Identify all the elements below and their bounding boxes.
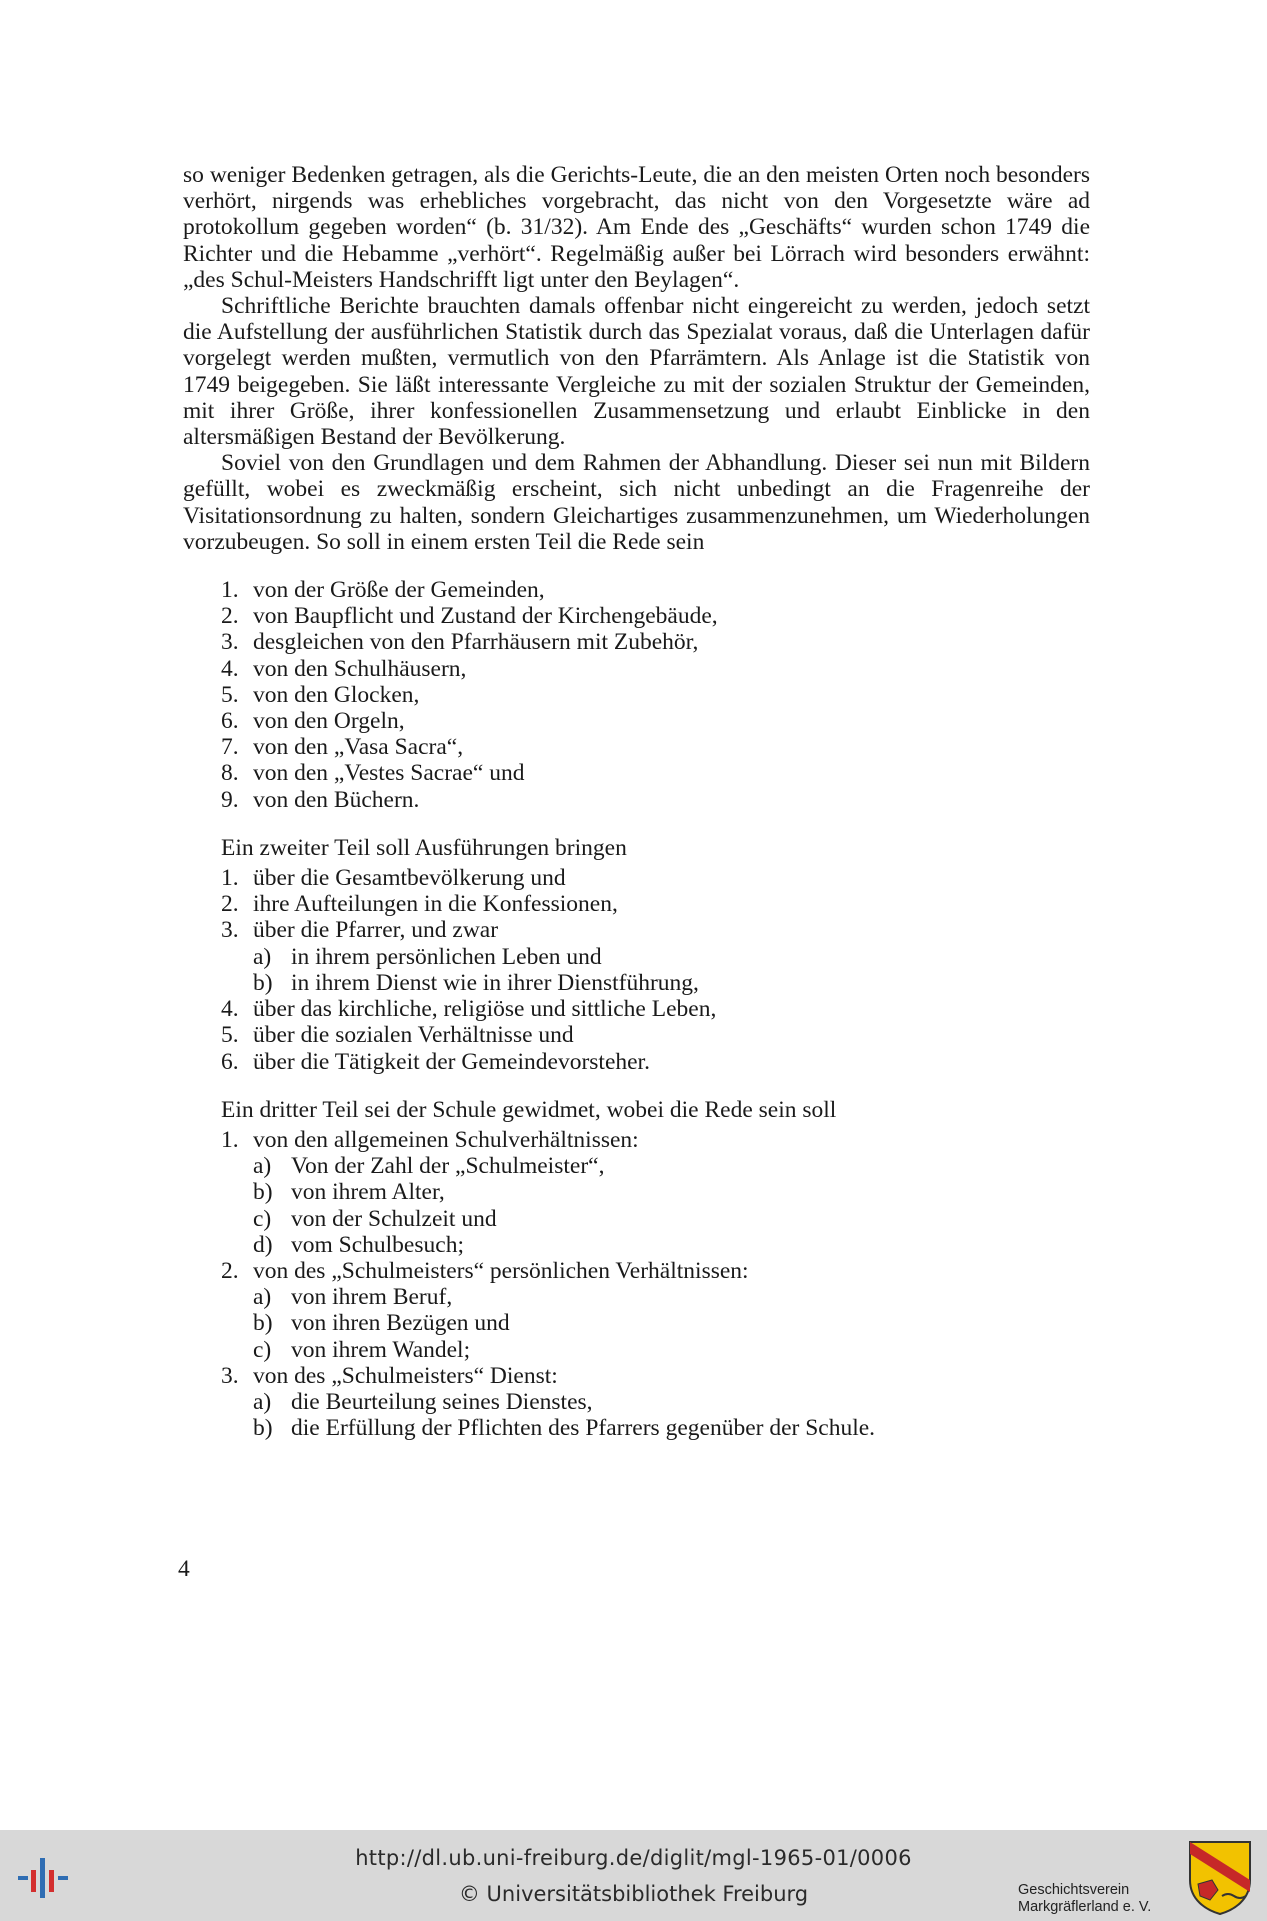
list-item-text: über die Pfarrer, und zwar (253, 917, 499, 944)
list-item-number: a) (253, 1388, 272, 1415)
paragraph-3: Soviel von den Grundlagen und dem Rahmen der Abhandlung. Dieser sei nun mit Bildern gefüllt, wobei es zweckmäßig erscheint, sich nicht unbedingt an die Fragenreihe der Visitationsordnung zu halten, sondern Gleichartiges zusammenzunehmen, um Wiederholungen vorzubeugen. So soll in einem ersten Teil die Rede sein (183, 450, 1090, 555)
list-item-number: 1. (221, 865, 239, 892)
list-part3-item (183, 1415, 1090, 1441)
list-item-number: 2. (221, 1257, 239, 1284)
body-text (183, 162, 1090, 1441)
list-part3-item (183, 1258, 1090, 1284)
list-part2-item (183, 865, 1090, 891)
list-item-text: von den „Vestes Sacrae“ und (253, 760, 525, 787)
list-item-text: über die sozialen Verhältnisse und (253, 1022, 574, 1049)
coat-of-arms-icon (1188, 1840, 1252, 1916)
list-item-number: 5. (221, 681, 239, 708)
page-number: 4 (178, 1556, 190, 1582)
list-item-number: 6. (221, 708, 239, 735)
list-part2-item (183, 891, 1090, 917)
list-item-text: von den Büchern. (253, 786, 420, 813)
list-part-3 (183, 1127, 1090, 1441)
footer-url-link[interactable]: http://dl.ub.uni-freiburg.de/diglit/mgl-1965-01/0006 (355, 1846, 912, 1870)
list-item-text: von ihrem Alter, (291, 1179, 445, 1206)
list-item-number: c) (253, 1336, 272, 1363)
list-part-2 (183, 865, 1090, 1075)
list-item-text: von den Glocken, (253, 681, 420, 708)
list-part2-item (183, 1022, 1090, 1048)
list-item-number: 5. (221, 1022, 239, 1049)
list-item-text: von der Größe der Gemeinden, (253, 577, 545, 604)
list-item-number: b) (253, 1310, 273, 1337)
footer-bar (0, 1830, 1267, 1921)
list-item-text: vom Schulbesuch; (291, 1231, 464, 1258)
list-item-number: 8. (221, 760, 239, 787)
list-item-number: 9. (221, 786, 239, 813)
paragraph-2: Schriftliche Berichte brauchten damals offenbar nicht eingereicht zu werden, jedoch setzt die Aufstellung der ausführlichen Statistik durch das Spezialat voraus, daß die Unterlagen dafür vorgelegt werden mußten, vermutlich von den Pfarrämtern. Als Anlage ist die Statistik von 1749 beigegeben. Sie läßt interessante Vergleiche zu mit der sozialen Struktur der Gemeinden, mit ihrer Größe, ihrer konfessionellen Zusammensetzung und erlaubt Einblicke in den altersmäßigen Bestand der Bevölkerung. (183, 293, 1090, 451)
part-3-heading: Ein dritter Teil sei der Schule gewidmet, wobei die Rede sein soll (221, 1096, 837, 1123)
list-part3-item (183, 1337, 1090, 1363)
list-part1-item (183, 682, 1090, 708)
list-item-text: Von der Zahl der „Schulmeister“, (291, 1153, 605, 1180)
list-item-number: 3. (221, 917, 239, 944)
list-item-number: 1. (221, 577, 239, 604)
list-item-text: über die Tätigkeit der Gemeindevorsteher. (253, 1048, 650, 1075)
list-item-text: von ihrem Beruf, (291, 1284, 453, 1311)
list-part1-item (183, 787, 1090, 813)
list-item-number: 2. (221, 603, 239, 630)
list-part3-item (183, 1206, 1090, 1232)
list-part1-item (183, 656, 1090, 682)
list-part-1 (183, 577, 1090, 813)
list-part3-item (183, 1363, 1090, 1389)
list-part2-item (183, 970, 1090, 996)
list-item-text: von der Schulzeit und (291, 1205, 497, 1232)
list-item-text: die Erfüllung der Pflichten des Pfarrers gegenüber der Schule. (291, 1415, 876, 1442)
list-item-text: über die Gesamtbevölkerung und (253, 865, 566, 892)
list-part2-item (183, 1049, 1090, 1075)
list-part3-item (183, 1179, 1090, 1205)
list-item-text: von ihrem Wandel; (291, 1336, 471, 1363)
society-name-line-1: Geschichtsverein (1018, 1882, 1130, 1898)
society-name (1018, 1882, 1178, 1916)
list-item-number: b) (253, 1415, 273, 1442)
footer-copyright: © Universitätsbibliothek Freiburg (458, 1882, 809, 1906)
list-part3-item (183, 1127, 1090, 1153)
list-item-number: 2. (221, 891, 239, 918)
list-item-number: b) (253, 1179, 273, 1206)
list-item-text: von den Schulhäusern, (253, 655, 467, 682)
list-item-number: 7. (221, 734, 239, 761)
paragraph-1: so weniger Bedenken getragen, als die Gerichts-Leute, die an den meisten Orten noch besonders verhört, nirgends was erhebliches vorgebracht, das nicht von den Vorgesetzte wäre ad protokollum gegeben worden“ (b. 31/32). Am Ende des „Geschäfts“ wurden schon 1749 die Richter und die Hebamme „verhört“. Regelmäßig außer bei Lörrach wird besonders erwähnt: „des Schul-Meisters Handschrifft ligt unter den Beylagen“. (183, 162, 1090, 293)
list-item-number: 4. (221, 996, 239, 1023)
list-item-number: 4. (221, 655, 239, 682)
list-item-text: von ihren Bezügen und (291, 1310, 510, 1337)
list-part1-item (183, 734, 1090, 760)
list-part3-item (183, 1310, 1090, 1336)
list-item-text: von den „Vasa Sacra“, (253, 734, 464, 761)
list-item-text: in ihrem persönlichen Leben und (291, 943, 602, 970)
list-part1-item (183, 629, 1090, 655)
list-item-text: in ihrem Dienst wie in ihrer Dienstführung, (291, 969, 699, 996)
list-item-text: von des „Schulmeisters“ persönlichen Verhältnissen: (253, 1257, 749, 1284)
list-item-number: a) (253, 943, 272, 970)
list-item-number: 6. (221, 1048, 239, 1075)
list-item-number: c) (253, 1205, 272, 1232)
list-part2-item (183, 996, 1090, 1022)
list-item-text: von den allgemeinen Schulverhältnissen: (253, 1126, 639, 1153)
list-part2-item (183, 917, 1090, 943)
list-part3-item (183, 1232, 1090, 1258)
list-part1-item (183, 577, 1090, 603)
list-item-text: die Beurteilung seines Dienstes, (291, 1388, 593, 1415)
list-part2-item (183, 944, 1090, 970)
list-part1-item (183, 708, 1090, 734)
list-part3-item (183, 1153, 1090, 1179)
list-item-number: d) (253, 1231, 273, 1258)
list-item-number: 1. (221, 1126, 239, 1153)
list-item-text: von Baupflicht und Zustand der Kirchengebäude, (253, 603, 718, 630)
society-name-line-2: Markgräflerland e. V. (1018, 1899, 1152, 1915)
list-item-text: von den Orgeln, (253, 708, 405, 735)
list-part1-item (183, 760, 1090, 786)
list-item-number: a) (253, 1153, 272, 1180)
list-item-text: ihre Aufteilungen in die Konfessionen, (253, 891, 618, 918)
part-2-heading: Ein zweiter Teil soll Ausführungen bringen (221, 834, 627, 861)
list-part3-item (183, 1284, 1090, 1310)
list-item-text: von des „Schulmeisters“ Dienst: (253, 1362, 558, 1389)
list-item-number: a) (253, 1284, 272, 1311)
list-item-number: 3. (221, 1362, 239, 1389)
list-item-text: über das kirchliche, religiöse und sittliche Leben, (253, 996, 717, 1023)
list-item-number: b) (253, 969, 273, 996)
list-part3-item (183, 1389, 1090, 1415)
list-item-number: 3. (221, 629, 239, 656)
list-part1-item (183, 603, 1090, 629)
list-item-text: desgleichen von den Pfarrhäusern mit Zubehör, (253, 629, 699, 656)
